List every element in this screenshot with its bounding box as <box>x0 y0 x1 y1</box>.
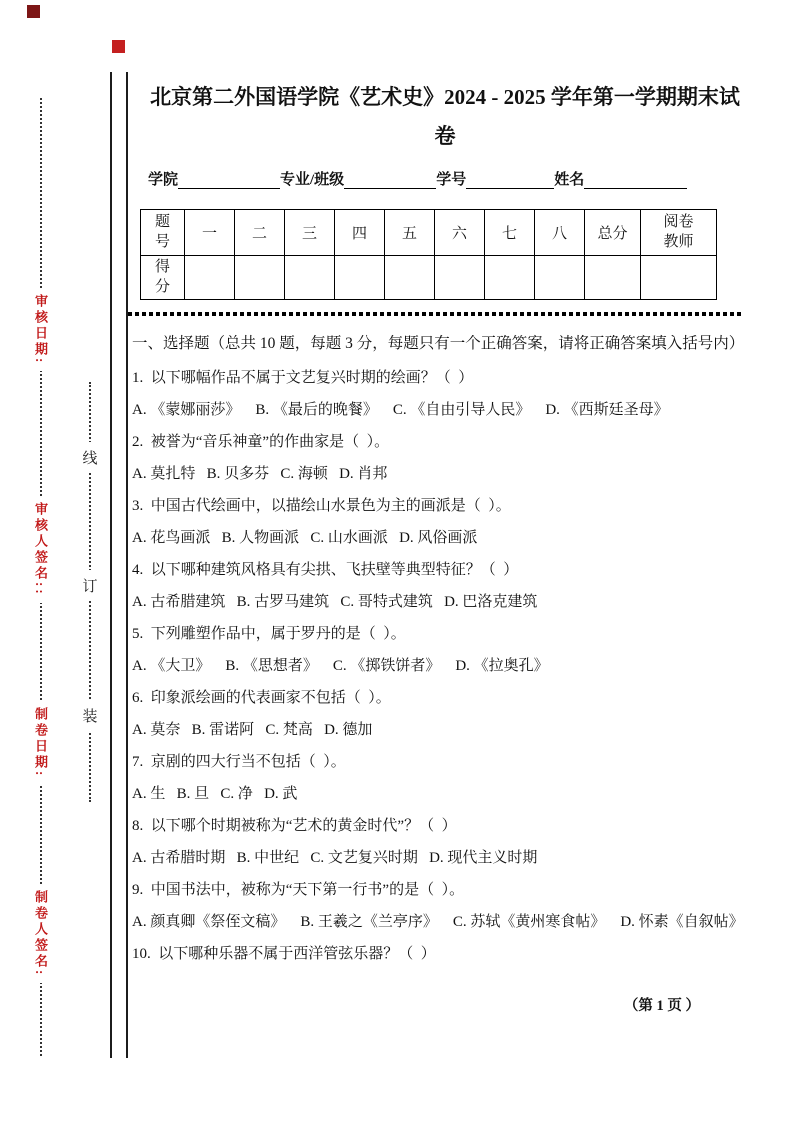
score-col-5: 五 <box>385 210 435 256</box>
score-col-6: 六 <box>435 210 485 256</box>
paper-made-date-label: 制卷日期: <box>32 701 50 784</box>
question-2-options: A. 莫扎特 B. 贝多芬 C. 海顿 D. 肖邦 <box>132 466 388 482</box>
dotted-separator <box>128 312 744 316</box>
question-10-stem: 10. 以下哪种乐器不属于西洋管弦乐器？（ ） <box>132 946 436 962</box>
question-9-stem: 9. 中国书法中，被称为“天下第一行书”的是（ ）。 <box>132 882 465 898</box>
field-name <box>554 168 687 189</box>
field-student-id <box>436 168 554 189</box>
question-10 <box>132 938 758 970</box>
exam-title: 北京第二外国语学院《艺术史》2024 - 2025 学年第一学期期末试卷 <box>150 85 740 148</box>
section-heading: 一、选择题（总共 10 题，每题 3 分，每题只有一个正确答案，请将正确答案填入括号内） <box>132 335 745 352</box>
question-list <box>132 362 758 970</box>
reviewer-signature-label: 审核人签名:: <box>32 496 50 603</box>
score-cell-5 <box>385 256 435 300</box>
binding-char-line: 线 <box>82 442 98 473</box>
score-table-score-row <box>141 256 717 300</box>
score-col-7: 七 <box>485 210 535 256</box>
question-5 <box>132 618 758 682</box>
exam-content <box>132 74 758 1015</box>
score-cell-3 <box>285 256 335 300</box>
question-3 <box>132 490 758 554</box>
field-major-class <box>280 168 436 189</box>
field-college-blank <box>178 172 280 189</box>
grader-cell <box>641 256 717 300</box>
student-info-row <box>132 168 758 189</box>
question-7 <box>132 746 758 810</box>
question-6-stem: 6. 印象派绘画的代表画家不包括（ ）。 <box>132 690 391 706</box>
score-col-4: 四 <box>335 210 385 256</box>
binding-line-column <box>80 382 100 802</box>
question-1 <box>132 362 758 426</box>
question-6-options: A. 莫奈 B. 雷诺阿 C. 梵高 D. 德加 <box>132 722 373 738</box>
question-5-stem: 5. 下列雕塑作品中，属于罗丹的是（ ）。 <box>132 626 406 642</box>
page-number: （第 1 页 ） <box>623 998 700 1014</box>
question-5-options: A. 《大卫》 B. 《思想者》 C. 《掷铁饼者》 D. 《拉奥孔》 <box>132 658 549 674</box>
question-3-stem: 3. 中国古代绘画中，以描绘山水景色为主的画派是（ ）。 <box>132 498 511 514</box>
question-7-stem: 7. 京剧的四大行当不包括（ ）。 <box>132 754 346 770</box>
score-col-total: 总分 <box>585 210 641 256</box>
question-4-stem: 4. 以下哪种建筑风格具有尖拱、飞扶壁等典型特征？（ ） <box>132 562 519 578</box>
field-student-id-blank <box>466 172 554 189</box>
score-col-3: 三 <box>285 210 335 256</box>
field-name-blank <box>584 172 687 189</box>
field-college-label: 学院 <box>148 172 179 188</box>
field-college <box>148 168 280 189</box>
score-cell-1 <box>185 256 235 300</box>
binding-char-staple: 订 <box>82 570 98 601</box>
score-col-1: 一 <box>185 210 235 256</box>
score-cell-7 <box>485 256 535 300</box>
margin-rule-right <box>126 72 128 1058</box>
field-student-id-label: 学号 <box>436 172 467 188</box>
question-8-stem: 8. 以下哪个时期被称为“艺术的黄金时代”？（ ） <box>132 818 457 834</box>
grader-label: 阅卷教师 <box>663 214 694 250</box>
paper-maker-signature-label: 制卷人签名: <box>32 884 50 983</box>
question-8-options: A. 古希腊时期 B. 中世纪 C. 文艺复兴时期 D. 现代主义时期 <box>132 850 538 866</box>
question-8 <box>132 810 758 874</box>
question-2-stem: 2. 被誉为“音乐神童”的作曲家是（ ）。 <box>132 434 390 450</box>
question-4-options: A. 古希腊建筑 B. 古罗马建筑 C. 哥特式建筑 D. 巴洛克建筑 <box>132 594 538 610</box>
field-name-label: 姓名 <box>554 172 585 188</box>
score-table <box>140 209 717 300</box>
registration-mark-inner <box>112 40 125 53</box>
question-9-options: A. 颜真卿《祭侄文稿》 B. 王羲之《兰亭序》 C. 苏轼《黄州寒食帖》 D. 怀素《自叙帖》 <box>132 914 744 930</box>
question-1-stem: 1. 以下哪幅作品不属于文艺复兴时期的绘画？（ ） <box>132 370 474 386</box>
question-4 <box>132 554 758 618</box>
field-major-class-blank <box>344 172 436 189</box>
registration-mark-top <box>27 5 40 18</box>
score-table-header-row <box>141 210 717 256</box>
question-2 <box>132 426 758 490</box>
binding-char-bind: 装 <box>82 700 98 731</box>
score-cell-6 <box>435 256 485 300</box>
question-7-options: A. 生 B. 旦 C. 净 D. 武 <box>132 786 298 802</box>
review-date-label: 审核日期: <box>32 288 50 371</box>
score-col-2: 二 <box>235 210 285 256</box>
margin-rule-left <box>110 72 112 1058</box>
field-major-class-label: 专业/班级 <box>280 172 345 188</box>
seal-margin <box>30 98 52 1056</box>
score-cell-total <box>585 256 641 300</box>
question-number-corner-label: 题号 <box>154 214 170 250</box>
question-1-options: A. 《蒙娜丽莎》 B. 《最后的晚餐》 C. 《自由引导人民》 D. 《西斯廷圣母》 <box>132 402 669 418</box>
score-cell-4 <box>335 256 385 300</box>
score-cell-8 <box>535 256 585 300</box>
question-3-options: A. 花鸟画派 B. 人物画派 C. 山水画派 D. 风俗画派 <box>132 530 478 546</box>
question-6 <box>132 682 758 746</box>
question-9 <box>132 874 758 938</box>
score-col-8: 八 <box>535 210 585 256</box>
score-cell-2 <box>235 256 285 300</box>
score-row-label: 得分 <box>154 259 170 295</box>
